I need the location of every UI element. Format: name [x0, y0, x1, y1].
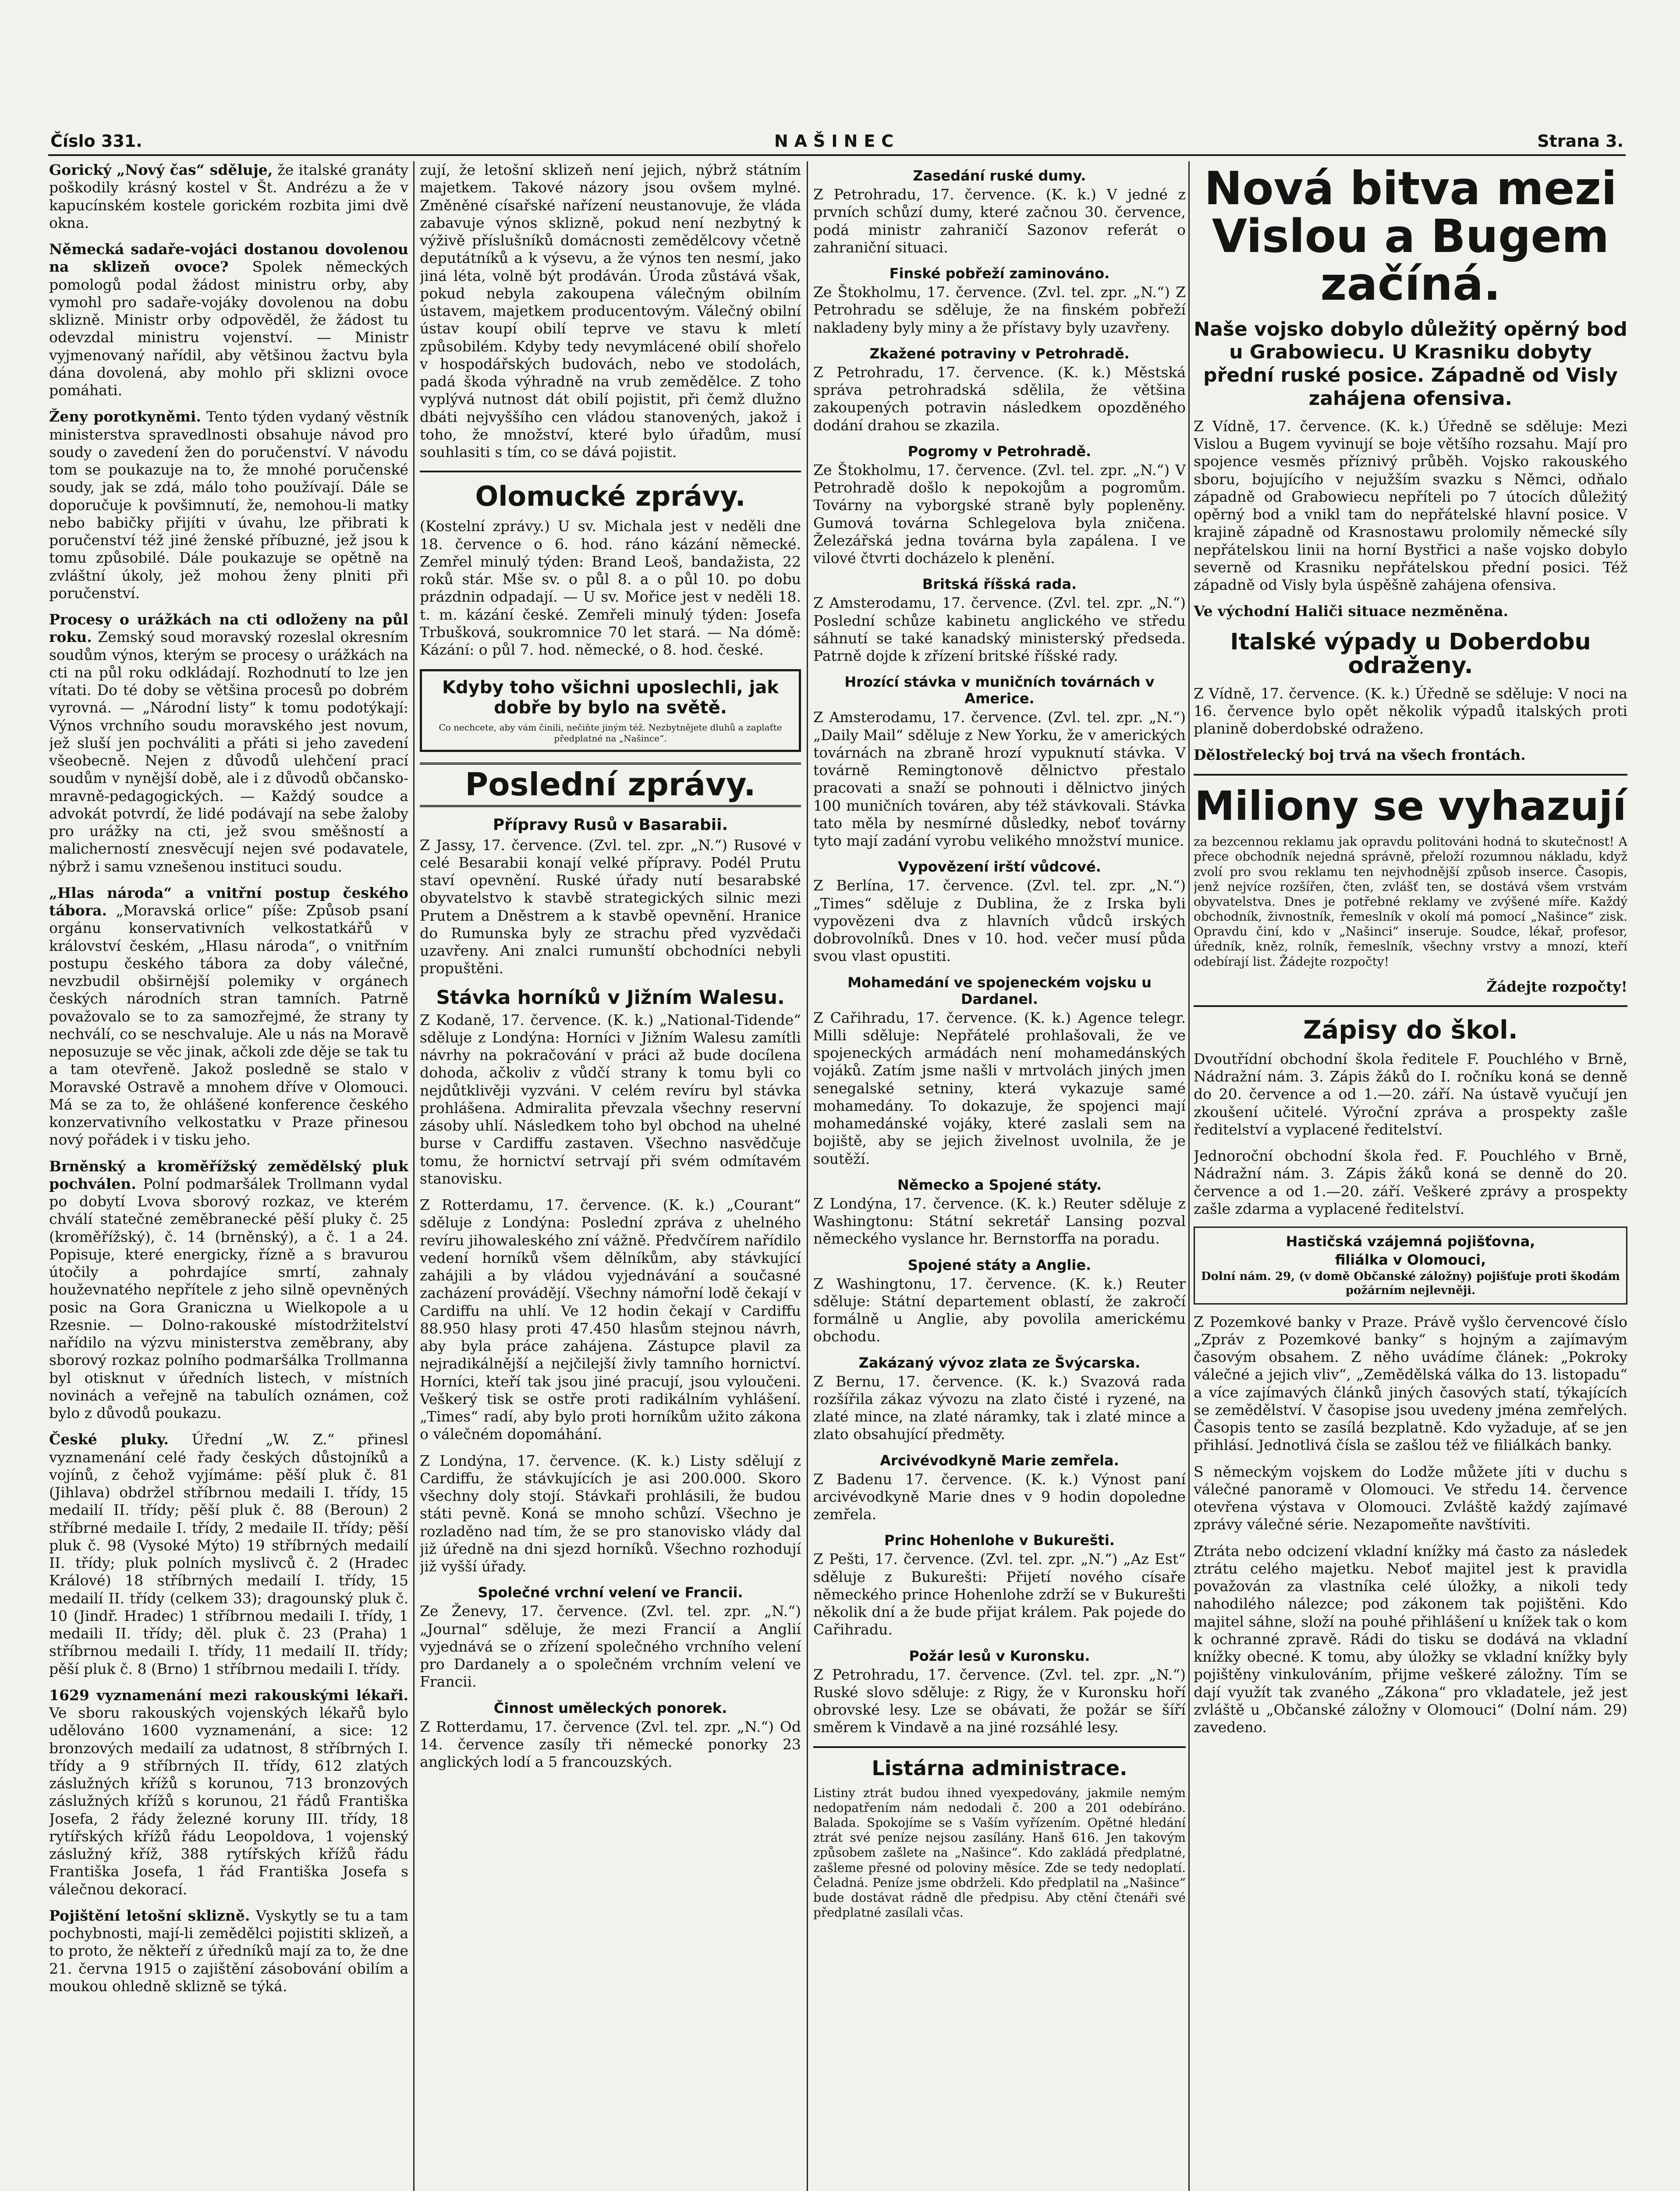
headline: Zasedání ruské dumy. — [913, 167, 1086, 184]
article-text: Jednoroční obchodní škola řed. F. Pouchlého v Brně, Nádražní nám. 3. Zápis žáků koná se denně do 20. července a od 1.—20. září. Veškeré zprávy a prospekty zašle zdarma a vyplacené ředitelství. — [1194, 1147, 1627, 1217]
ad-address: Dolní nám. 29, (v domě Občanské záložny) pojišťuje proti škodám požárním nejlevněji. — [1201, 1270, 1620, 1297]
article-text: (Kostelní zprávy.) U sv. Michala jest v neděli dne 18. července o 6. hod. ráno kázání německé. Zemřel minulý týden: Brand Leoš, bandažista, 22 roků stár. Mše sv. o půl 8. a o půl 10. po dobu prázdnin odpadají. — U sv. Mořice jest v neděli 18. t. m. kázání české. Zemřeli minulý týden: Josefa Trbušková, soukromnice 70 let stará. — Na dómě: Kázání: o půl 7. hod. německé, o 8. hod. české. — [420, 518, 801, 659]
article-text: Z Petrohradu, 17. července. (K. k.) V jedné z prvních schůzí dumy, které začnou 30. července, podá ministr zahraničí Sazonov referát o zahraniční situaci. — [813, 186, 1186, 256]
article-text: Listiny ztrát budou ihned vyexpedovány, jakmile nemým nedopatřením nám nedodali č. 200 a 201 odebíráno. Balada. Spokojíme se s Vaším vyřízením. Opětné hledání ztrát své peníze nejsou zasílány. Hanš 616. Jen takovým způsobem zašlete na „Našince“. Kdo zakládá předplatné, zašleme přesné od poloviny měsíce. Zde se tedy nedoplatí. Čeladná. Peníze jsme obdrželi. Kdo předplatil na „Našince“ bude dostávat rádně dle předpisu. Aby ctění čtenáři své předplatné zasílali včas. — [813, 1785, 1186, 1920]
headline: Zakázaný vývoz zlata ze Švýcarska. — [858, 1354, 1141, 1371]
section-divider — [813, 1746, 1186, 1748]
article-text: Z Pešti, 17. července. (Zvl. tel. zpr. „N.“) „Az Est“ sděluje z Bukurešti: Přijetí nového císaře německého prince Hohenlohe zdrží se v Bukurešti několik dní a že bude přijat králem. Pak pojede do Cařihradu. — [813, 1550, 1186, 1638]
article-text: zují, že letošní sklizeň není jejich, nýbrž státním majetkem. Takové názory jsou ovšem mylné. Změněné císařské nařízení neustanovuje, že vláda zabavuje výnos sklizně, pokud není nezbytný k výživě příslušníků domácnosti zemědělcovy včetně deputátníků a k výsevu, a že výnos ten nesmí, jako jiná léta, volně být prodáván. Úroda zůstává však, pokud nebyla zakoupena válečným obilním ústavem, majetkem producentovým. Válečný obilní ústav koupí obilí teprve ve stavu k mletí způsobilém. Kdyby tedy nevymlácené obilí shořelo v hospodářských budovách, nebo ve stodolách, padá škoda výhradně na vrub zemědělce. Z toho vyplývá nutnost dát obilí pojistit, při čemž dlužno dbáti nejvyššího cen vládou stanovených, jakož i toho, že množství, které bylo úřadům, musí souhlasiti s tím, co se dává pojistit. — [420, 161, 801, 461]
article-lead: Gorický „Nový čas“ sděluje, — [49, 161, 273, 178]
insurance-ad — [1194, 1227, 1627, 1304]
article-text: Z Rotterdamu, 17. července (Zvl. tel. zpr. „N.“) Od 14. července zasíly tři německé ponorky 23 anglických lodí a 5 francouzských. — [420, 1718, 801, 1771]
column-4 — [1194, 161, 1627, 2191]
article-text: Z Bernu, 17. července. (K. k.) Svazová rada rozšířila zákaz vývozu na zlato čisté i ryzené, na zlaté mince, na zlaté náramky, tak i zlaté mince a zlato obsahující předměty. — [813, 1372, 1186, 1443]
sub-headline: Naše vojsko dobylo důležitý opěrný bod u Grabowiecu. U Krasniku dobyty přední ruské posice. Západně od Visly zahájena ofensiva. — [1194, 318, 1627, 410]
article-text: Z Petrohradu, 17. července. (K. k.) Městská správa petrohradská sdělila, že většina zakoupených potravin následkem opozděného dodání drahou se zkazila. — [813, 363, 1186, 434]
article-text: Ze Štokholmu, 17. července. (Zvl. tel. zpr. „N.“) V Petrohradě došlo k nepokojům a pogromům. Továrny na vyborgské straně byly popleněny. Gumová továrna Schlegelova byla zničena. Železářská jedna továrna byla zapálena. I ve vilové čtvrti docházelo k plenění. — [813, 461, 1186, 567]
article-text: že italské granáty poškodily krásný kostel v Št. Andrézu a že v kapucínském kostele gorickém rozbita jimi dvě okna. — [49, 161, 408, 231]
headline: Hrozící stávka v muničních továrnách v Americe. — [844, 674, 1155, 707]
article-text: Z Pozemkové banky v Praze. Právě vyšlo červencové číslo „Zpráv z Pozemkové banky“ s hojným a zajímavým časovým obsahem. Z něho uvádíme článek: „Pokroky válečné a jejich vliv“, „Zemědělská válka do 13. listopadu“ a více zajímavých článků jiných časových statí, týkajících se zemědělství. V časopise jsou uvedeny jména zemřelých. Časopis tento se zasílá bezplatně. Kdo vyžaduje, ať se jen přihlásí. Jednotlivá čísla se zašlou též ve filiálkách banky. — [1194, 1313, 1627, 1454]
article — [49, 611, 408, 876]
article-text: Ze Ženevy, 17. července. (Zvl. tel. zpr. „N.“) „Journal“ sděluje, že mezi Francií a Anglií vyjednává se o zřízení společného vrchního velení pro Dardanely a o společném vrchním velení ve Francii. — [420, 1602, 801, 1691]
headline: Arcivévodkyně Marie zemřela. — [880, 1452, 1119, 1469]
headline: Britská říšská rada. — [922, 576, 1077, 593]
notice-title: Kdyby toho všichni uposlechli, jak dobře by bylo na světě. — [442, 677, 779, 718]
notice-box — [420, 669, 801, 752]
ad-headline: Miliony se vyhazují — [1194, 782, 1627, 830]
header-rule — [48, 154, 1626, 156]
main-headline: Nová bitva mezi Vislou a Bugem začíná. — [1204, 162, 1617, 311]
column-1 — [49, 161, 408, 2191]
article-text: Z Washingtonu, 17. července. (K. k.) Reuter sděluje: Státní departement oblastí, že zakročí formálně u Anglie, aby povolila americkému obchodu. — [813, 1275, 1186, 1345]
section-title-listarna: Listárna administrace. — [872, 1756, 1127, 1780]
section-title-posledni: Poslední zprávy. — [465, 766, 756, 803]
article-text: Z Vídně, 17. července. (K. k.) Úředně se sděluje: V noci na 16. července bylo opět několik výpadů italských proti planině doberdobské odraženo. — [1194, 684, 1627, 737]
article-text: Ve východní Haliči situace nezměněna. — [1194, 603, 1509, 620]
article-lead: Brněnský a kroměřížský zemědělský pluk pochválen. — [49, 1157, 408, 1192]
article — [49, 1907, 408, 1995]
article — [49, 1158, 408, 1422]
headline: Vypovězení irští vůdcové. — [898, 858, 1101, 876]
article — [49, 1687, 408, 1898]
article-text: Z Londýna, 17. července. (K. k.) Reuter sděluje z Washingtonu: Státní sekretář Lansing pozval německého vyslance hr. Bernstorffa na poradu. — [813, 1195, 1186, 1248]
headline: Italské výpady u Doberdobu odraženy. — [1230, 628, 1591, 679]
headline: Zkažené potraviny v Petrohradě. — [869, 345, 1130, 362]
section-divider — [1194, 774, 1627, 776]
column-2 — [420, 161, 801, 2191]
article-text: Dělostřelecký boj trvá na všech frontách. — [1194, 746, 1526, 764]
article-lead: Ženy porotkyněmi. — [49, 408, 201, 425]
issue-number: Číslo 331. — [50, 131, 142, 151]
article-text: Z Badenu 17. července. (K. k.) Výnost paní arcivévodkyně Marie dnes v 9 hodin dopoledne zemřela. — [813, 1470, 1186, 1523]
headline: Německo a Spojené státy. — [897, 1176, 1102, 1193]
headline: Stávka horníků v Jižním Walesu. — [436, 986, 785, 1009]
article-text: Ze Štokholmu, 17. července. (Zvl. tel. zpr. „N.“) Z Petrohradu se sděluje, že na finském pobřeží nakladeny byly miny a že přístavy byly uzavřeny. — [813, 284, 1186, 336]
ad-text: Žádejte rozpočty! — [1486, 978, 1627, 995]
section-divider — [1194, 1005, 1627, 1007]
article-lead: České pluky. — [49, 1431, 169, 1448]
article-text: Z Londýna, 17. července. (K. k.) Listy sdělují z Cardiffu, že stávkujících je asi 200.000. Skoro všechny doly stojí. Stávkaři prohlásili, že budou státi pevně. Koná se mnoho schůzí. Všechno je rozladěno nad tím, že se pro stanovisko vlády dal již úředně na dni sjezd horníků. Všechno rozhodují již vyšší úřady. — [420, 1452, 801, 1575]
article — [49, 161, 408, 232]
last-news-banner — [420, 762, 801, 807]
article-text: Úřední „W. Z.“ přinesl vyznamenání celé řady českých důstojníků a vojínů, z čehož vyjímáme: pěší pluk č. 81 (Jihlava) obdržel stříbrnou medaili I. třídy, 15 medailí II. třídy; pěší pluk č. 88 (Beroun) 2 stříbrné medaile I. třídy, 2 medaile II. třídy; pěší pluk č. 98 (Vysoké Mýto) 19 stříbrných medailí II. třídy; pluk polních myslivců č. 2 (Hradec Králové) 18 stříbrných medailí I. třídy, 15 medailí II. třídy (celkem 33); dragounský pluk č. 10 (Jindř. Hradec) 1 stříbrnou medaili I. třídy, 1 medaili II. třídy; děl. pluk č. 23 (Praha) 1 stříbrnou medaili I. třídy, 11 medailí II. třídy; pěší pluk č. 8 (Brno) 1 stříbrnou medaili I. třídy. — [49, 1431, 408, 1677]
article-lead: Německá sadaře-vojáci dostanou dovolenou na sklizeň ovoce? — [49, 241, 408, 276]
article — [49, 241, 408, 399]
ad-text: za bezcennou reklamu jak opravdu politováni hodná to skutečnost! A přece obchodník nejedná správně, přeloží rozumnou nákladu, když zvolí pro svou reklamu ten nejvhodnější způsob inserce. Časopis, jenž nejvíce rozšířen, čten, zvlášť ten, se dostává všem vrstvám obyvatelstva. Dnes je potřebné reklamy ve zvýšené míře. Každý obchodník, živnostník, řemeslník v okolí má pomocí „Našince“ zisk. Opravdu činí, kdo v „Našinci“ inseruje. Soudce, lékař, profesor, úředník, kněz, rolník, řemeslník, všechny vrstvy a mnozí, kteří odebírají list. Žádejte rozpočty! — [1194, 834, 1627, 969]
column-divider — [807, 161, 808, 2191]
article-lead: Procesy o urážkách na cti odloženy na půl roku. — [49, 611, 408, 646]
column-3 — [813, 161, 1186, 2191]
article-text: Ztráta nebo odcizení vkladní knížky má často za následek ztrátu celého majetku. Neboť majitel jest k pravidla považován za vlastníka celé úložky, a nikoli tedy nahodilého nálezce; pod zákonem tak pojištěni. Kdo majitel sáhne, složí na pouhé přihlášení u knížek tak o kom k ochranné zpravě. Rádi do tisku se dodává na vkladní knížky obecné. K tomu, aby úložky se vkladní knížky byly pojištěny vinkulováním, přijme veškeré záložny. Tím se dají využít tak zvaného „Zákona“ pro vkladatele, jež jest zvláště u „Občanské záložny v Olomouci“ (Dolní nám. 29) zavedeno. — [1194, 1542, 1627, 1736]
article-text: Vyskytly se tu a tam pochybnosti, mají-li zemědělci pojistiti sklizeň, a to proto, že někteří z úředníků mají za to, že dne 21. června 1915 o zajištění zásobování obilím a moukou ohledně sklizně se týká. — [49, 1907, 408, 1995]
headline: Pogromy v Petrohradě. — [907, 443, 1092, 460]
article-text: Z Cařihradu, 17. července. (K. k.) Agence telegr. Milli sděluje: Nepřátelé prohlašovali, že ve spojeneckých armádách není mohamedánských vojáků. Zatím jsme našli v mrtvolách jiných jmen senegalské setniny, která vykazuje samé mohamedány. To dokazuje, že spojenci mají mohamedánské vojáky, které zaslali sem na bojiště, aby se jejich živelnost uvolnila, že je soutěží. — [813, 1009, 1186, 1167]
article — [49, 408, 408, 602]
article-text: S německým vojskem do Lodže můžete jíti v duchu s válečné panoramě v Olomouci. Ve středu 14. července otevřena výstava v Olomouci. Zvláště každý zajímavé zprávy válečné série. Nezapomeňte navštíviti. — [1194, 1463, 1627, 1533]
page-header — [50, 131, 1623, 152]
article-lead: „Hlas národa“ a vnitřní postup českého tábora. — [49, 884, 408, 919]
article-text: Z Petrohradu, 17. července. (Zvl. tel. zpr. „N.“) Ruské slovo sděluje: z Rigy, že v Kuronsku hoří obrovské lesy. Lze se obávati, že požár se šíří směrem k Vindavě a na jiné rozsáhlé lesy. — [813, 1666, 1186, 1736]
masthead-title: NAŠINEC — [774, 131, 900, 151]
article-text: Dvoutřídní obchodní škola ředitele F. Pouchlého v Brně, Nádražní nám. 3. Zápis žáků do I. ročníku koná se denně do 20. července a od 1.—20. září. Na ústavě vyučují jen zkoušení učitelé. Výroční zpráva a prospekty zašle ředitelství a vyplacené ředitelství. — [1194, 1050, 1627, 1138]
headline: Spojené státy a Anglie. — [907, 1256, 1092, 1273]
article-lead: Pojištění letošní sklizně. — [49, 1907, 250, 1924]
notice-text: Co nechcete, aby vám činili, nečiňte jiným též. Nezbytnějete dluhů a zaplaťte předplatné na „Našince“. — [439, 722, 782, 744]
ad-title: Hastičská vzájemná pojišťovna, — [1286, 1233, 1535, 1250]
article-text: Ve sboru rakouských vojenských lékařů bylo udělováno 1600 vyznamenání, a sice: 12 bronzových medailí za udatnost, 8 stříbrných I. třídy a 9 stříbrných II. třídy, 612 zlatých záslužných křížů s korunou, 713 bronzových záslužných křížů s korunou, 21 řádů Františka Josefa, 2 řády železné koruny III. třídy, 18 rytířských křížů řádu Leopoldova, 1 vojenský záslužný kříž, 388 rytířských křížů řádu Františka Josefa, 1 řád Františka Josefa s válečnou dekorací. — [49, 1704, 408, 1898]
article-text: Z Jassy, 17. července. (Zvl. tel. zpr. „N.“) Rusové v celé Besarabii konají velké přípravy. Podél Prutu staví opevnění. Ruské úřady nutí besarabské obyvatelstvo k stavbě strategických silnic mezi Prutem a Dněstrem a k stavbě opevnění. Hranice do Rumunska byly ze strachu před vyzvědači uzavřeny. Ani znalci rumunští obchodníci nebyli propuštěni. — [420, 836, 801, 977]
article-text: Spolek německých pomologů podal žádost ministru orby, aby vymohl pro sadaře-vojáky dovolenou na dobu sklizně. Ministr orby odpověděl, že žádost tu odevzdal ministru vojenství. — Ministr vyjmenovaný nařídil, aby většinou žactvu byla dána dovolená, aby mohlo při sklizni ovoce pomáhati. — [49, 258, 408, 399]
headline: Přípravy Rusů v Basarabii. — [493, 815, 728, 834]
article-text: Z Vídně, 17. července. (K. k.) Úředně se sděluje: Mezi Vislou a Bugem vyvinují se boje většího rozsahu. Mají pro spojence vesměs příznivý průběh. Vojsko rakouského sboru, bojujícího v nejužším svazku s Němci, odňalo západně od Grabowiecu nepříteli po 7 útocích důležitý opěrný bod a vnikl tam do nepřátelské hlavní posice. V krajině západně od Krasnostawu prolomily německé síly nepřátelskou linii na horní Bystřici a naše vojsko dobylo severně od Krasniku nepřátelskou přední posici. Též západně od Visly byla úspěšně zahájena ofensiva. — [1194, 417, 1627, 593]
article-text: Z Berlína, 17. července. (Zvl. tel. zpr. „N.“) „Times“ sděluje z Dublina, že z Irska byli vypovězeni dva z hlavních vůdců irských dobrovolníků. Dnes v 10. hod. večer musí půda svou vlast opustiti. — [813, 877, 1186, 965]
article — [49, 884, 408, 1149]
article-text: Polní podmaršálek Trollmann vydal po dobytí Lvova sborový rozkaz, ve kterém chválí statečné zeměbranecké pěší pluky č. 25 (kroměřížský), č. 14 (brněnský), a č. 1 a 24. Popisuje, které energicky, řízně a s bravurou útočily a pohrdajíce smrtí, zahnaly houževnatého nepřítele z jeho silně opevněných posic na Gora Graniczna u Wielkopole a u Rzesnie. — Dolno-rakouské místodržitelství nařídilo na výzvu ministerstva zeměbrany, aby sborový rozkaz polního podmaršálka Trollmanna byl otisknut v úředních listech, v místních novinách a veřejně na tabulích oznámen, což bylo z důvodů poukazu. — [49, 1175, 408, 1422]
column-divider — [413, 161, 415, 2191]
headline: Finské pobřeží zaminováno. — [889, 265, 1110, 282]
page-number: Strana 3. — [1537, 131, 1623, 151]
section-title-zapisy: Zápisy do škol. — [1303, 1014, 1518, 1045]
headline: Společné vrchní velení ve Francii. — [478, 1584, 743, 1601]
article-text: Z Amsterodamu, 17. července. (Zvl. tel. zpr. „N.“) Poslední schůze kabinetu anglického ve středu sáhnutí se také kanadský ministerský předseda. Patrně dojde k zřízení britské říšské rady. — [813, 594, 1186, 664]
headline: Mohamedání ve spojeneckém vojsku u Dardanel. — [847, 974, 1152, 1007]
article — [49, 1431, 408, 1678]
section-divider — [420, 471, 801, 472]
article-text: Z Rotterdamu, 17. července. (K. k.) „Courant“ sděluje z Londýna: Poslední zpráva z uhelného revíru jihowaleského zní vážně. Předvčírem nařídilo vedení horníků všem dělníkům, aby stávkující zahájili a by vládou vyjednávání a současné zacházení provádějí. Všechny námořní lodě čekají v Cardiffu na uhlí. Ve 12 hodin čekají v Cardiffu 88.950 hlasy proti 47.450 hlasům stejnou návrh, aby byla práce zahájena. Zástupce plavil za nejradikálnější a nejčilejší živly tamního hornictví. Horníci, kteří tak jsou jiné pracují, jsou vyloučeni. Veškerý tisk se ostře proti radikálním vyhlášení. „Times“ radí, aby bylo proti horníkům užito zákona o válečném dopomáhání. — [420, 1196, 801, 1443]
ad-subtitle: filiálka v Olomouci, — [1335, 1251, 1486, 1269]
article-text: Z Kodaně, 17. července. (K. k.) „National-Tidende“ sděluje z Londýna: Horníci v Jižním Walesu zamítli návrhy na pokračování v práci až bude docílena dohoda, ačkoliv z vůdčí strany k tomu byli co nejdůtklivěji vyzváni. V celém revíru byl stávka prohlášena. Admiralita převzala všechny reservní zásoby uhlí. Následkem toho byl obchod na uhelné burse v Cardiffu zastaven. Všechno nasvědčuje tomu, že hornictví setrvají při svém odmítavém stanovisku. — [420, 1011, 801, 1187]
section-title-olomucke: Olomucké zprávy. — [475, 480, 746, 513]
headline: Princ Hohenlohe v Bukurešti. — [884, 1532, 1115, 1549]
article-text: Z Amsterodamu, 17. července. (Zvl. tel. zpr. „N.“) „Daily Mail“ sděluje z New Yorku, že v amerických továrnách na zbraně hrozí vypuknutí stávka. V továrně Remingtonově dělnictvo přestalo pracovati a snaží se pohnouti i dělnictvo jiných 100 muničních továren, aby též stávkovali. Stávka tato měla by nesmírné důsledky, neboť továrny tyto mají zadání vyrobu velikého množství munice. — [813, 709, 1186, 849]
column-divider — [1188, 161, 1190, 2191]
article-text: „Moravská orlice“ píše: Způsob psaní orgánu konservativních velkostatkářů v království českém, „Hlasu národa“, o vnitřním postupu českého tábora za doby válečné, nevzbudil obširnější polemiky v orgánech českých národních stran tamních. Patrně považovalo se to za samozřejmé, že strany ty nechválí, co se neschvaluje. Ale u nás na Moravě neposuzuje se věc jinak, ačkoli zde děje se tak tu a tam otevřeně. Jakož posledně se stalo v Moravské Ostravě a mnohem dříve v Olomouci. Má se za to, že ohlášené konference českého konzervativního velkostatku v Praze přinesou nový pořádek i v tisku jeho. — [49, 902, 408, 1149]
article-text: Zemský soud moravský rozeslal okresním soudům výnos, kterým se procesy o urážkách na cti na půl roku odkládají. Rozhodnutí to lze jen vítati. Do té doby se většina procesů po dobrém vyrovná. — „Národní listy“ k tomu podotýkají: Výnos vrchního soudu moravského jest novum, jež sluší jen pochváliti a přáti si jeho zavedení všeobecně. Nejen z důvodů ulehčení prací soudům v nynější době, ale i z důvodů občansko-mravně-pedagogických. — Každý soudce a advokát potvrdí, že lidé podávají na sebe žaloby pro urážky na cti, jež svou směšností a malicherností znesvěcují nejen své podavatele, nýbrž i samu vznešenou instituci soudu. — [49, 628, 408, 875]
headline: Požár lesů v Kuronsku. — [909, 1647, 1090, 1664]
headline: Činnost uměleckých ponorek. — [493, 1699, 727, 1716]
article-text: Tento týden vydaný věstník ministerstva spravedlnosti obsahuje návod pro soudy o zavedení žen do poručenství. V návodu tom se poukazuje na to, že mnohé poručenské soudy, jak se zdá, málo toho používají. Dále se doporučuje k povšimnutí, že, nemohou-li matky nebo babičky přijíti v úvahu, lze přibrati k poručenství též jiné ženské příbuzné, jež jsou k tomu způsobilé. Dále poukazuje se opětně na zvláštní úkoly, jež mohou ženy plniti při poručenství. — [49, 408, 408, 602]
article-lead: 1629 vyznamenání mezi rakouskými lékaři. — [49, 1686, 408, 1704]
